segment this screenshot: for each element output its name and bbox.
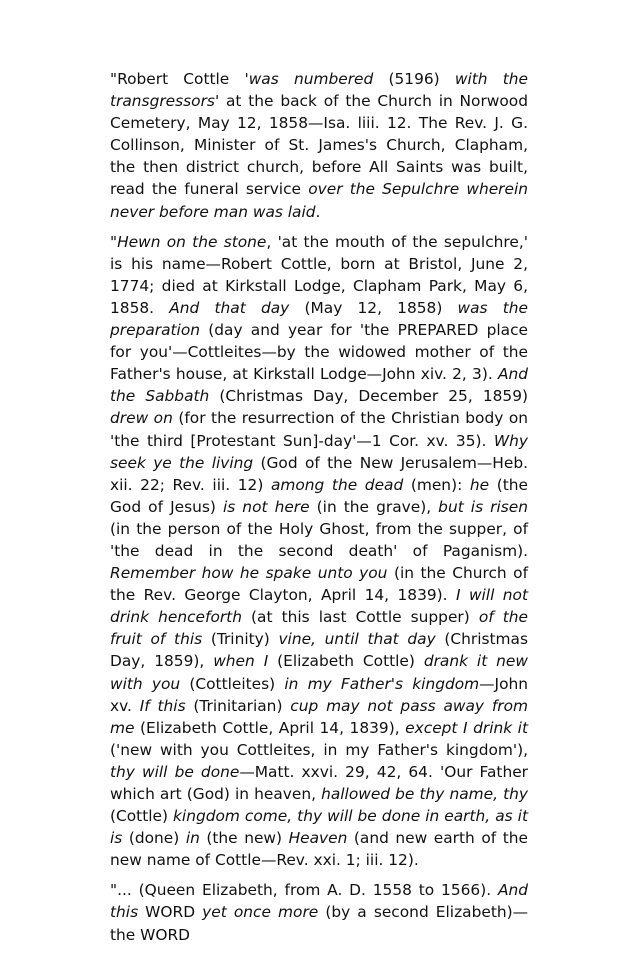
italic-text-segment: yet once more xyxy=(202,903,319,922)
text-segment: (day and year for 'the PREPARED place for you'—Cottleites—by the widowed mother of the Father's house, at Kirkstall Lodge—John xiv. 2, 3). xyxy=(110,321,528,384)
text-segment: (Christmas Day, 1859), xyxy=(110,630,529,671)
italic-text-segment: he xyxy=(469,475,490,494)
italic-text-segment: was numbered xyxy=(248,70,374,88)
text-segment: (Christmas Day, December 25, 1859) xyxy=(209,387,528,406)
text-segment: (at this last Cottle supper) xyxy=(241,608,479,627)
text-segment: (Cottle) xyxy=(110,807,174,826)
text-segment: "... (Queen Elizabeth, from A. D. 1558 to 1566). xyxy=(110,881,498,900)
text-segment: (in the Church of the Rev. George Clayton, April 14, 1839). xyxy=(110,564,528,605)
italic-text-segment: Why seek ye the living xyxy=(110,431,528,472)
italic-text-segment: among the dead xyxy=(270,475,404,494)
italic-text-segment: drank it new with you xyxy=(110,652,528,693)
text-segment: ' at the back of the Church in Norwood Cemetery, May 12, 1858—Isa. liii. 12. The Rev. J. G. Collinson, Minister of St. James's Church, Clapham, the then district church, before All Saints was built, read the funeral service xyxy=(110,92,528,199)
italic-text-segment: with the transgressors xyxy=(110,70,528,111)
italic-text-segment: except I drink it xyxy=(405,718,528,737)
italic-text-segment: in my Father's kingdom xyxy=(284,674,480,693)
text-segment: "Robert Cottle ' xyxy=(110,70,249,88)
text-segment: —John xv. xyxy=(110,674,529,715)
italic-text-segment: Remember how he spake unto you xyxy=(110,564,388,583)
text-segment: (Cottleites) xyxy=(180,674,285,693)
italic-text-segment: kingdom come, thy will be done in earth, as it is xyxy=(110,807,528,848)
text-segment: (for the resurrection of the Christian body on 'the third [Protestant Sun]-day'—1 Cor. xv. 35). xyxy=(110,409,528,450)
text-segment: (the new) xyxy=(199,829,289,848)
italic-text-segment: And that day xyxy=(169,298,290,317)
italic-text-segment: over the Sepulchre wherein never before man was laid xyxy=(110,180,529,221)
text-segment: (by a second Elizabeth)—the WORD xyxy=(110,903,529,944)
italic-text-segment: drew on xyxy=(110,409,173,428)
text-segment: (Trinitarian) xyxy=(185,696,291,715)
text-segment: (done) xyxy=(122,829,186,848)
italic-text-segment: hallowed be thy name, thy xyxy=(321,785,528,803)
text-segment: (5196) xyxy=(373,70,455,88)
text-segment: ('new with you Cottleites, in my Father's kingdom'), xyxy=(110,740,528,759)
text-segment: (and new earth of the new name of Cottle—Rev. xxi. 1; iii. 12). xyxy=(110,829,528,870)
text-segment: (in the grave), xyxy=(309,497,439,516)
paragraph-1 xyxy=(110,68,528,223)
text-segment: (Trinity) xyxy=(202,630,279,649)
italic-text-segment: Heaven xyxy=(288,829,348,848)
text-segment: (May 12, 1858) xyxy=(289,298,458,317)
italic-text-segment: was the preparation xyxy=(110,298,529,340)
document-page xyxy=(110,68,528,954)
italic-text-segment: is not here xyxy=(222,497,310,516)
italic-text-segment: but is risen xyxy=(438,497,528,516)
italic-text-segment: of the fruit of this xyxy=(110,608,528,649)
text-segment: . xyxy=(315,202,321,221)
text-segment: (in the person of the Holy Ghost, from the supper, of 'the dead in the second death' of Paganism). xyxy=(110,519,528,560)
text-segment: " xyxy=(110,232,118,251)
italic-text-segment: And the Sabbath xyxy=(110,365,528,406)
italic-text-segment: in xyxy=(185,829,200,848)
paragraph-2 xyxy=(110,231,528,872)
italic-text-segment: I will not drink henceforth xyxy=(110,586,528,627)
text-segment: (the God of Jesus) xyxy=(110,475,528,516)
text-segment: (men): xyxy=(403,475,470,494)
text-segment: (Elizabeth Cottle) xyxy=(268,652,424,671)
paragraph-3 xyxy=(110,879,528,945)
text-segment: (God of the New Jerusalem—Heb. xii. 22; Rev. iii. 12) xyxy=(110,453,528,494)
italic-text-segment: And this xyxy=(110,881,528,922)
italic-text-segment: Hewn on the stone xyxy=(117,232,267,251)
italic-text-segment: thy will be done xyxy=(110,762,240,781)
italic-text-segment: when I xyxy=(213,652,269,671)
italic-text-segment: cup may not pass away from me xyxy=(110,696,529,737)
text-segment: (Elizabeth Cottle, April 14, 1839), xyxy=(134,718,406,737)
text-segment: WORD xyxy=(138,903,203,922)
italic-text-segment: vine, until that day xyxy=(278,630,436,649)
text-segment: , 'at the mouth of the sepulchre,' is his name—Robert Cottle, born at Bristol, June 2, 1774; died at Kirkstall Lodge, Clapham Park, May 6, 1858. xyxy=(110,232,528,317)
text-segment: —Matt. xxvi. 29, 42, 64. 'Our Father which art (God) in heaven, xyxy=(110,762,528,803)
italic-text-segment: If this xyxy=(139,696,186,715)
